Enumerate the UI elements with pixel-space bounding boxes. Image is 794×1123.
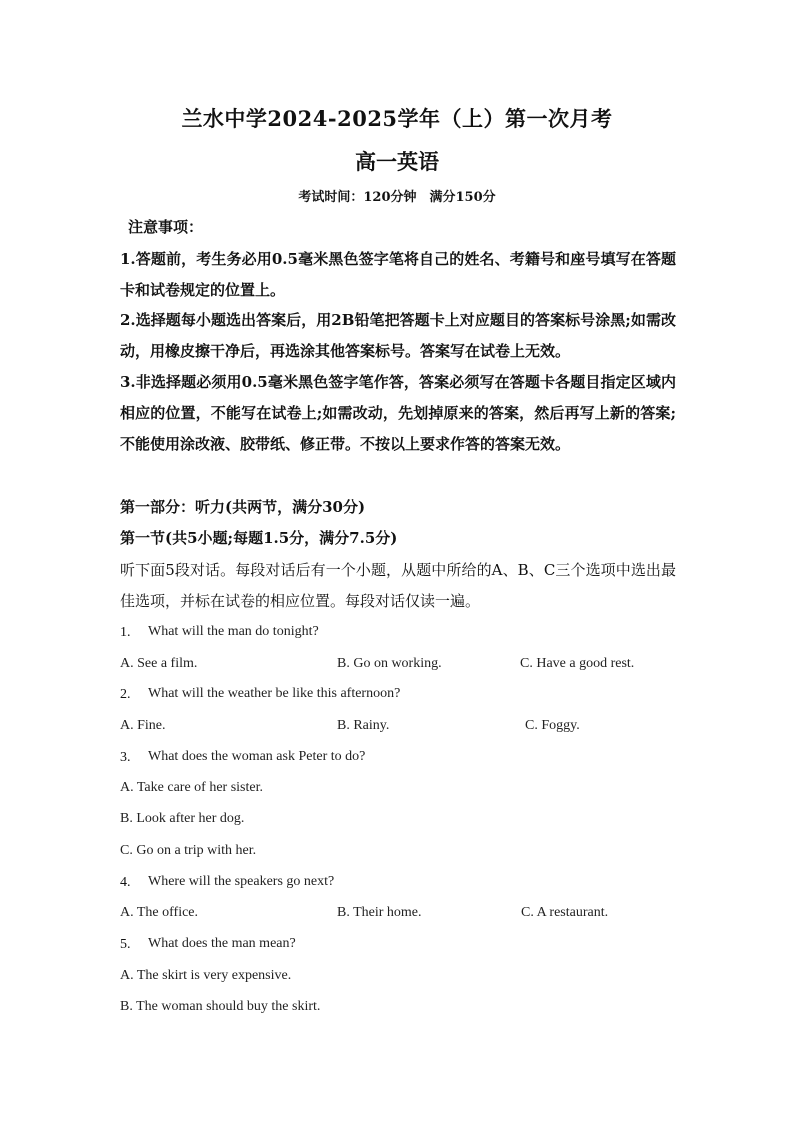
option-c: C. Go on a trip with her.	[120, 843, 257, 858]
notice-item-1: 1.答题前，考生务必用0.5毫米黑色签字笔将自己的姓名、考籍号和座号填写在答题卡和试卷规定的位置上。	[120, 250, 676, 299]
option-a: A. See a film.	[120, 656, 198, 671]
option-b: B. Go on working.	[337, 656, 442, 671]
option-b: B. Their home.	[337, 905, 422, 920]
exam-title: 兰水中学2024-2025学年（上）第一次月考	[181, 106, 613, 131]
question-stem: What does the woman ask Peter to do?	[148, 749, 366, 764]
notice-item-2: 2.选择题每小题选出答案后，用2B铅笔把答题卡上对应题目的答案标号涂黑;如需改动，用橡皮擦干净后，再选涂其他答案标号。答案写在试卷上无效。	[120, 311, 676, 360]
question-stem: What does the man mean?	[148, 936, 296, 951]
option-a: A. The skirt is very expensive.	[120, 968, 292, 983]
question-stem: Where will the speakers go next?	[148, 874, 335, 889]
question-stem: What will the weather be like this afternoon?	[148, 686, 401, 701]
question-number: 5.	[120, 937, 131, 952]
exam-subject: 高一英语	[355, 149, 439, 174]
option-a: A. The office.	[120, 905, 199, 920]
question-number: 2.	[120, 687, 131, 702]
question-number: 1.	[120, 625, 131, 640]
section1-heading: 第一节(共5小题;每题1.5分，满分7.5分)	[120, 529, 398, 547]
question-number: 3.	[120, 750, 131, 765]
exam-info: 考试时间：120分钟 满分150分	[298, 190, 496, 205]
option-a: A. Take care of her sister.	[120, 780, 263, 795]
option-b: B. The woman should buy the skirt.	[120, 999, 321, 1014]
listening-instruction: 听下面5段对话。每段对话后有一个小题，从题中所给的A、B、C三个选项中选出最佳选项，并标在试卷的相应位置。每段对话仅读一遍。	[120, 561, 676, 610]
option-b: B. Rainy.	[337, 718, 390, 733]
part1-heading: 第一部分：听力(共两节，满分30分)	[120, 498, 366, 516]
notice-heading: 注意事项：	[128, 218, 204, 236]
option-b: B. Look after her dog.	[120, 811, 245, 826]
notice-item-3: 3.非选择题必须用0.5毫米黑色签字笔作答，答案必须写在答题卡各题目指定区域内相应的位置，不能写在试卷上;如需改动，先划掉原来的答案，然后再写上新的答案;不能使用涂改液、胶带纸、修正带。不按以上要求作答的答案无效。	[120, 373, 676, 453]
question-number: 4.	[120, 875, 131, 890]
option-c: C. A restaurant.	[521, 905, 609, 920]
question-stem: What will the man do tonight?	[148, 624, 319, 639]
option-c: C. Have a good rest.	[520, 656, 635, 671]
option-a: A. Fine.	[120, 718, 166, 733]
option-c: C. Foggy.	[525, 718, 580, 733]
